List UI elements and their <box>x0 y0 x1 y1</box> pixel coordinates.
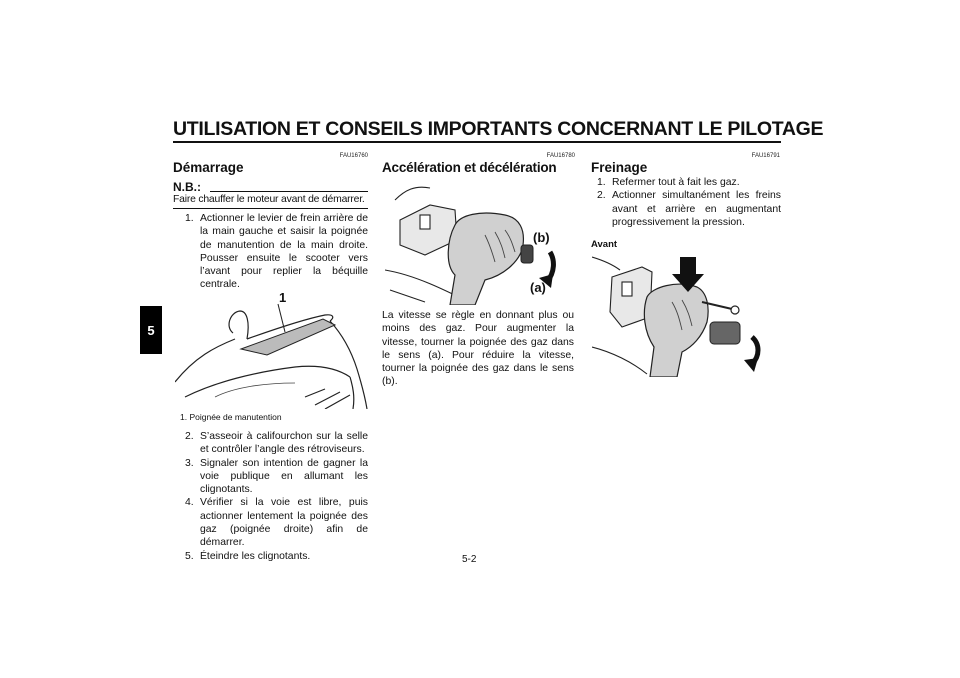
seat-rear-outline <box>175 339 235 382</box>
grip-end <box>710 322 740 344</box>
fairing-line <box>592 347 647 374</box>
freinage-steps <box>597 176 781 229</box>
figure-caption: 1. Poignée de manutention <box>180 412 282 422</box>
list-item <box>185 212 368 292</box>
note-text: Faire chauffer le moteur avant de démarrer. <box>173 194 365 205</box>
lower-line <box>390 290 425 302</box>
note-rule-bottom <box>173 208 368 209</box>
label-a: (a) <box>530 280 546 295</box>
section-code-demarrage: FAU16760 <box>339 153 368 159</box>
hand-glove <box>448 213 523 305</box>
mirror-stem <box>592 257 620 270</box>
page-title: UTILISATION ET CONSEILS IMPORTANTS CONCERNANT LE PILOTAGE <box>173 118 824 140</box>
body-curve-line <box>215 383 295 397</box>
step-number: 4. <box>185 497 194 509</box>
grab-handle-shape <box>241 319 335 355</box>
mirror-stem <box>395 187 430 200</box>
step-number: 2. <box>597 190 606 202</box>
list-item <box>185 457 368 497</box>
switch-button <box>622 282 632 296</box>
list-item <box>185 430 368 457</box>
list-item <box>185 496 368 549</box>
tail-outline <box>350 377 354 409</box>
list-item <box>597 189 781 229</box>
step-text: Éteindre les clignotants. <box>200 550 311 562</box>
step-text: Vérifier si la voie est libre, puis actionner lentement la poignée des gaz (poignée droite) afin de démarrer. <box>200 497 368 549</box>
step-text: Signaler son intention de gagner la voie publique en allumant les clignotants. <box>200 457 368 496</box>
steps-list-a <box>185 212 368 292</box>
acceleration-paragraph: La vitesse se règle en donnant plus ou moins des gaz. Pour augmenter la vitesse, tourner la poignée des gaz dans le sens (a). Pour réduire la vitesse, tourner la poignée des gaz dans le sens (b). <box>382 310 574 388</box>
figure-callout-1: 1 <box>279 290 287 305</box>
step-number: 1. <box>185 213 194 224</box>
body-detail-lines <box>305 389 350 409</box>
chapter-tab: 5 <box>140 306 162 354</box>
step-number: 2. <box>185 431 194 442</box>
section-code-freinage: FAU16791 <box>751 153 780 159</box>
list-item <box>597 176 781 189</box>
heading-demarrage: Démarrage <box>173 160 244 175</box>
heading-acceleration: Accélération et décélération <box>382 160 557 175</box>
switch-button <box>420 215 430 229</box>
note-rule-top <box>210 191 368 192</box>
body-lower-outline <box>185 366 350 397</box>
steps-list-b <box>185 430 368 563</box>
scooter-handle-figure <box>175 287 370 409</box>
step-text: Refermer tout à fait les gaz. <box>612 177 740 188</box>
note-label: N.B.: <box>173 180 201 194</box>
grip-end <box>521 245 533 263</box>
figure-label-avant: Avant <box>591 239 618 250</box>
list-item <box>185 550 368 563</box>
step-number: 1. <box>597 177 606 188</box>
step-number: 5. <box>185 550 194 562</box>
label-b: (b) <box>533 230 550 245</box>
step-number: 3. <box>185 457 194 469</box>
heading-freinage: Freinage <box>591 160 648 175</box>
page-number: 5-2 <box>462 554 477 565</box>
backrest-outline <box>229 311 248 339</box>
lever-tip <box>731 306 739 314</box>
step-text: S’asseoir à califourchon sur la selle et contrôler l’angle des rétroviseurs. <box>200 431 368 456</box>
rotation-arrowhead <box>744 358 758 372</box>
hand-glove <box>644 284 708 377</box>
title-rule <box>173 141 781 143</box>
section-code-acceleration: FAU16780 <box>546 153 575 159</box>
step-text: Actionner le levier de frein arrière de la main gauche et saisir la poignée de manutention de la main droite. Pousser ensuite le scooter vers l’avant pour replier la béquille centrale. <box>200 213 368 291</box>
step-text: Actionner simultanément les freins avant et arrière en augmentant progressivement la pression. <box>612 190 781 228</box>
brake-figure <box>592 252 782 377</box>
